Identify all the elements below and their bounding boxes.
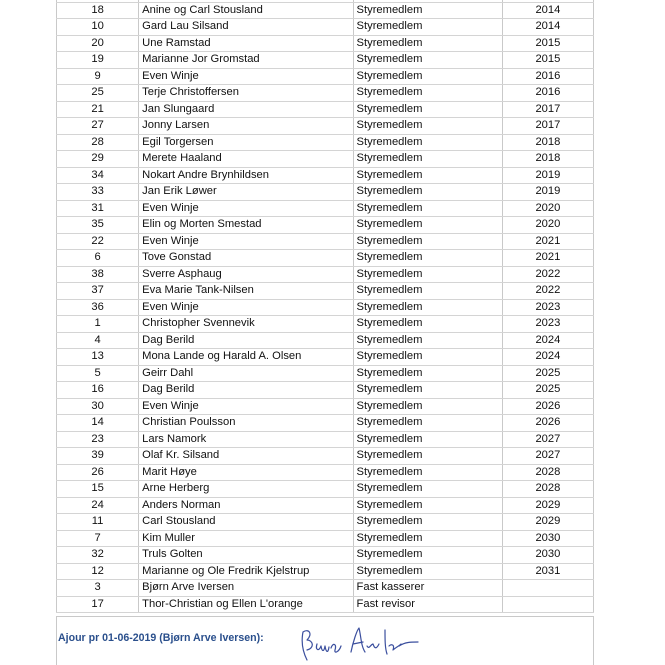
term-year-cell: 2029 bbox=[502, 514, 593, 531]
roster-row bbox=[57, 464, 594, 481]
member-name-cell: Carl Stousland bbox=[139, 514, 353, 531]
member-name-cell: Jan Slungaard bbox=[139, 101, 353, 118]
member-name-cell: Even Winje bbox=[139, 398, 353, 415]
member-role-cell: Styremedlem bbox=[353, 200, 502, 217]
member-number-cell: 32 bbox=[57, 547, 139, 564]
member-name-cell: Dag Berild bbox=[139, 332, 353, 349]
roster-row bbox=[57, 497, 594, 514]
member-name-cell: Geirr Dahl bbox=[139, 365, 353, 382]
roster-row bbox=[57, 332, 594, 349]
member-role-cell: Styremedlem bbox=[353, 398, 502, 415]
member-role-cell: Styremedlem bbox=[353, 464, 502, 481]
member-number-cell: 21 bbox=[57, 101, 139, 118]
member-name-cell: Truls Golten bbox=[139, 547, 353, 564]
member-number-cell: 7 bbox=[57, 530, 139, 547]
member-name-cell: Even Winje bbox=[139, 299, 353, 316]
member-name-cell: Gard Lau Silsand bbox=[139, 19, 353, 36]
member-role-cell: Styremedlem bbox=[353, 530, 502, 547]
term-year-cell: 2020 bbox=[502, 200, 593, 217]
member-role-cell: Styremedlem bbox=[353, 514, 502, 531]
roster-row bbox=[57, 415, 594, 432]
member-role-cell: Styremedlem bbox=[353, 250, 502, 267]
roster-row bbox=[57, 580, 594, 597]
member-role-cell: Styremedlem bbox=[353, 415, 502, 432]
member-name-cell: Elin og Morten Smestad bbox=[139, 217, 353, 234]
member-number-cell: 23 bbox=[57, 431, 139, 448]
member-name-cell: Sverre Asphaug bbox=[139, 266, 353, 283]
footer-frame-left bbox=[56, 616, 57, 665]
roster-row bbox=[57, 349, 594, 366]
roster-row bbox=[57, 101, 594, 118]
member-role-cell: Styremedlem bbox=[353, 497, 502, 514]
member-name-cell: Terje Christoffersen bbox=[139, 85, 353, 102]
term-year-cell: 2015 bbox=[502, 35, 593, 52]
term-year-cell: 2017 bbox=[502, 118, 593, 135]
member-name-cell: Anders Norman bbox=[139, 497, 353, 514]
term-year-cell: 2022 bbox=[502, 266, 593, 283]
member-role-cell: Styremedlem bbox=[353, 101, 502, 118]
member-name-cell: Even Winje bbox=[139, 233, 353, 250]
member-role-cell: Styremedlem bbox=[353, 431, 502, 448]
term-year-cell: 2025 bbox=[502, 365, 593, 382]
member-name-cell: Marit Høye bbox=[139, 464, 353, 481]
member-number-cell: 28 bbox=[57, 134, 139, 151]
roster-row bbox=[57, 35, 594, 52]
member-role-cell: Styremedlem bbox=[353, 85, 502, 102]
member-role-cell: Styremedlem bbox=[353, 233, 502, 250]
roster-row bbox=[57, 481, 594, 498]
term-year-cell: 2027 bbox=[502, 448, 593, 465]
member-role-cell: Styremedlem bbox=[353, 547, 502, 564]
member-role-cell: Styremedlem bbox=[353, 68, 502, 85]
member-number-cell: 14 bbox=[57, 415, 139, 432]
roster-row bbox=[57, 68, 594, 85]
member-number-cell: 4 bbox=[57, 332, 139, 349]
member-name-cell: Marianne og Ole Fredrik Kjelstrup bbox=[139, 563, 353, 580]
member-role-cell: Fast kasserer bbox=[353, 580, 502, 597]
member-role-cell: Styremedlem bbox=[353, 118, 502, 135]
member-role-cell: Styremedlem bbox=[353, 217, 502, 234]
member-number-cell: 13 bbox=[57, 349, 139, 366]
member-role-cell: Styremedlem bbox=[353, 332, 502, 349]
term-year-cell: 2014 bbox=[502, 2, 593, 19]
member-number-cell: 1 bbox=[57, 316, 139, 333]
member-name-cell: Mona Lande og Harald A. Olsen bbox=[139, 349, 353, 366]
member-name-cell: Egil Torgersen bbox=[139, 134, 353, 151]
term-year-cell: 2019 bbox=[502, 184, 593, 201]
roster-row bbox=[57, 382, 594, 399]
term-year-cell: 2024 bbox=[502, 332, 593, 349]
term-year-cell: 2018 bbox=[502, 151, 593, 168]
member-number-cell: 31 bbox=[57, 200, 139, 217]
member-role-cell: Styremedlem bbox=[353, 52, 502, 69]
roster-row bbox=[57, 547, 594, 564]
term-year-cell bbox=[502, 596, 593, 613]
member-number-cell: 10 bbox=[57, 19, 139, 36]
term-year-cell: 2023 bbox=[502, 316, 593, 333]
member-number-cell: 37 bbox=[57, 283, 139, 300]
member-number-cell: 3 bbox=[57, 580, 139, 597]
member-role-cell: Styremedlem bbox=[353, 19, 502, 36]
term-year-cell: 2016 bbox=[502, 68, 593, 85]
term-year-cell: 2014 bbox=[502, 19, 593, 36]
member-role-cell: Styremedlem bbox=[353, 349, 502, 366]
member-name-cell: Christopher Svennevik bbox=[139, 316, 353, 333]
member-number-cell: 30 bbox=[57, 398, 139, 415]
term-year-cell: 2017 bbox=[502, 101, 593, 118]
roster-row bbox=[57, 167, 594, 184]
term-year-cell: 2022 bbox=[502, 283, 593, 300]
term-year-cell: 2026 bbox=[502, 398, 593, 415]
term-year-cell: 2020 bbox=[502, 217, 593, 234]
roster-row bbox=[57, 200, 594, 217]
roster-row bbox=[57, 52, 594, 69]
member-role-cell: Styremedlem bbox=[353, 448, 502, 465]
member-role-cell: Styremedlem bbox=[353, 481, 502, 498]
member-role-cell: Styremedlem bbox=[353, 35, 502, 52]
member-name-cell: Anine og Carl Stousland bbox=[139, 2, 353, 19]
roster-row bbox=[57, 266, 594, 283]
roster-row bbox=[57, 118, 594, 135]
term-year-cell: 2030 bbox=[502, 530, 593, 547]
roster-row bbox=[57, 316, 594, 333]
roster-row bbox=[57, 19, 594, 36]
term-year-cell: 2021 bbox=[502, 233, 593, 250]
member-number-cell: 22 bbox=[57, 233, 139, 250]
member-name-cell: Even Winje bbox=[139, 200, 353, 217]
member-role-cell: Styremedlem bbox=[353, 382, 502, 399]
term-year-cell: 2031 bbox=[502, 563, 593, 580]
member-number-cell: 12 bbox=[57, 563, 139, 580]
member-role-cell: Styremedlem bbox=[353, 563, 502, 580]
member-name-cell: Christian Poulsson bbox=[139, 415, 353, 432]
roster-row bbox=[57, 431, 594, 448]
member-role-cell: Styremedlem bbox=[353, 184, 502, 201]
board-roster-table bbox=[56, 0, 594, 613]
member-role-cell: Styremedlem bbox=[353, 316, 502, 333]
member-role-cell: Fast revisor bbox=[353, 596, 502, 613]
term-year-cell: 2025 bbox=[502, 382, 593, 399]
member-role-cell: Styremedlem bbox=[353, 2, 502, 19]
footer-divider bbox=[56, 616, 594, 617]
member-name-cell: Even Winje bbox=[139, 68, 353, 85]
roster-row bbox=[57, 2, 594, 19]
term-year-cell: 2015 bbox=[502, 52, 593, 69]
member-number-cell: 24 bbox=[57, 497, 139, 514]
roster-row bbox=[57, 596, 594, 613]
term-year-cell: 2021 bbox=[502, 250, 593, 267]
member-number-cell: 33 bbox=[57, 184, 139, 201]
roster-row bbox=[57, 233, 594, 250]
roster-row bbox=[57, 85, 594, 102]
term-year-cell bbox=[502, 580, 593, 597]
roster-row bbox=[57, 184, 594, 201]
member-number-cell: 15 bbox=[57, 481, 139, 498]
member-name-cell: Dag Berild bbox=[139, 382, 353, 399]
roster-row bbox=[57, 151, 594, 168]
member-number-cell: 11 bbox=[57, 514, 139, 531]
member-name-cell: Nokart Andre Brynhildsen bbox=[139, 167, 353, 184]
update-note: Ajour pr 01-06-2019 (Bjørn Arve Iversen): bbox=[58, 632, 264, 644]
term-year-cell: 2026 bbox=[502, 415, 593, 432]
member-name-cell: Lars Namork bbox=[139, 431, 353, 448]
member-name-cell: Olaf Kr. Silsand bbox=[139, 448, 353, 465]
member-name-cell: Une Ramstad bbox=[139, 35, 353, 52]
member-name-cell: Tove Gonstad bbox=[139, 250, 353, 267]
term-year-cell: 2028 bbox=[502, 464, 593, 481]
member-name-cell: Arne Herberg bbox=[139, 481, 353, 498]
member-name-cell: Bjørn Arve Iversen bbox=[139, 580, 353, 597]
term-year-cell: 2030 bbox=[502, 547, 593, 564]
term-year-cell: 2019 bbox=[502, 167, 593, 184]
roster-table-body bbox=[57, 0, 594, 613]
member-number-cell: 27 bbox=[57, 118, 139, 135]
roster-row bbox=[57, 563, 594, 580]
member-name-cell: Marianne Jor Gromstad bbox=[139, 52, 353, 69]
roster-row bbox=[57, 514, 594, 531]
member-number-cell: 26 bbox=[57, 464, 139, 481]
term-year-cell: 2027 bbox=[502, 431, 593, 448]
term-year-cell: 2028 bbox=[502, 481, 593, 498]
roster-row bbox=[57, 250, 594, 267]
member-name-cell: Thor-Christian og Ellen L'orange bbox=[139, 596, 353, 613]
member-number-cell: 38 bbox=[57, 266, 139, 283]
handwritten-signature bbox=[295, 622, 420, 664]
roster-row bbox=[57, 299, 594, 316]
term-year-cell: 2023 bbox=[502, 299, 593, 316]
member-number-cell: 36 bbox=[57, 299, 139, 316]
roster-row bbox=[57, 365, 594, 382]
member-number-cell: 17 bbox=[57, 596, 139, 613]
member-number-cell: 6 bbox=[57, 250, 139, 267]
member-number-cell: 35 bbox=[57, 217, 139, 234]
member-number-cell: 39 bbox=[57, 448, 139, 465]
term-year-cell: 2024 bbox=[502, 349, 593, 366]
member-number-cell: 34 bbox=[57, 167, 139, 184]
roster-row bbox=[57, 217, 594, 234]
member-name-cell: Jan Erik Løwer bbox=[139, 184, 353, 201]
term-year-cell: 2029 bbox=[502, 497, 593, 514]
roster-row bbox=[57, 398, 594, 415]
member-number-cell: 19 bbox=[57, 52, 139, 69]
member-number-cell: 5 bbox=[57, 365, 139, 382]
member-role-cell: Styremedlem bbox=[353, 134, 502, 151]
member-role-cell: Styremedlem bbox=[353, 151, 502, 168]
roster-row bbox=[57, 530, 594, 547]
member-number-cell: 20 bbox=[57, 35, 139, 52]
roster-row bbox=[57, 283, 594, 300]
member-name-cell: Merete Haaland bbox=[139, 151, 353, 168]
member-name-cell: Jonny Larsen bbox=[139, 118, 353, 135]
member-number-cell: 29 bbox=[57, 151, 139, 168]
member-number-cell: 16 bbox=[57, 382, 139, 399]
member-role-cell: Styremedlem bbox=[353, 283, 502, 300]
member-number-cell: 9 bbox=[57, 68, 139, 85]
member-role-cell: Styremedlem bbox=[353, 167, 502, 184]
term-year-cell: 2018 bbox=[502, 134, 593, 151]
member-name-cell: Eva Marie Tank-Nilsen bbox=[139, 283, 353, 300]
member-role-cell: Styremedlem bbox=[353, 365, 502, 382]
roster-row bbox=[57, 448, 594, 465]
member-role-cell: Styremedlem bbox=[353, 266, 502, 283]
footer-frame-right bbox=[593, 616, 594, 665]
member-role-cell: Styremedlem bbox=[353, 299, 502, 316]
member-number-cell: 25 bbox=[57, 85, 139, 102]
member-name-cell: Kim Muller bbox=[139, 530, 353, 547]
member-number-cell: 18 bbox=[57, 2, 139, 19]
term-year-cell: 2016 bbox=[502, 85, 593, 102]
roster-row bbox=[57, 134, 594, 151]
